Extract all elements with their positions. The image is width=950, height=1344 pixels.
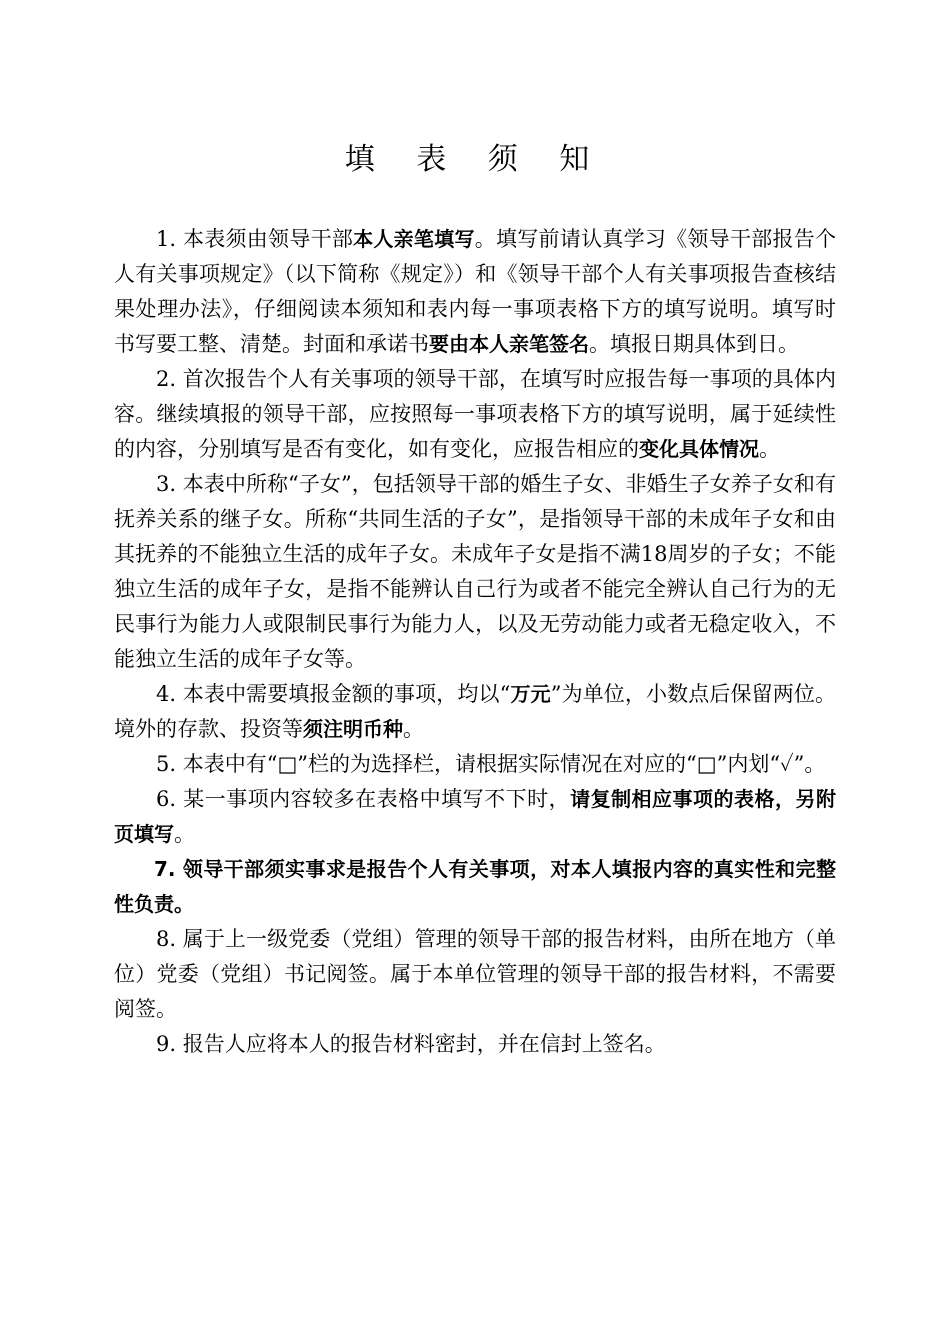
instruction-text: 。 <box>403 717 424 741</box>
instruction-text: 8. 属于上一级党委（党组）管理的领导干部的报告材料，由所在地方（单位）党委（党组）书记阅签。属于本单位管理的领导干部的报告材料，不需要阅签。 <box>114 927 836 1021</box>
instruction-text: 。 <box>174 822 195 846</box>
instruction-item-5 <box>114 747 836 782</box>
instruction-item-1 <box>114 222 836 362</box>
instruction-item-9 <box>114 1027 836 1062</box>
instruction-text: 4. 本表中需要填报金额的事项，均以“ <box>156 682 511 706</box>
instruction-item-2 <box>114 362 836 467</box>
instruction-item-7 <box>114 852 836 922</box>
instruction-text: 。 <box>759 437 780 461</box>
instruction-item-3 <box>114 467 836 677</box>
instruction-text: 。填报日期具体到日。 <box>589 332 799 356</box>
instruction-emphasis: 万元 <box>510 682 551 706</box>
instruction-text: 1. 本表须由领导干部 <box>156 227 354 251</box>
instruction-emphasis: 要由本人亲笔签名 <box>429 332 589 356</box>
instruction-item-8 <box>114 922 836 1027</box>
instruction-emphasis: 变化具体情况 <box>639 437 759 461</box>
instruction-text: 3. 本表中所称“子女”，包括领导干部的婚生子女、非婚生子女养子女和有抚养关系的继子女。所称“共同生活的子女”，是指领导干部的未成年子女和由其抚养的不能独立生活的成年子女。未成年子女是指不满18周岁的子女；不能独立生活的成年子女，是指不能辨认自己行为或者不能完全辨认自己行为的无民事行为能力人或限制民事行为能力人，以及无劳动能力或者无稳定收入，不能独立生活的成年子女等。 <box>114 472 836 671</box>
page-title: 填 表 须 知 <box>344 142 606 177</box>
instruction-text: ”为单位，小数点后保留两位。境外的存款、投资等 <box>114 682 836 741</box>
instruction-emphasis: 请复制相应事项的表格，另附页填写 <box>114 787 836 846</box>
instructions-body <box>114 222 836 1062</box>
instruction-text: 2. 首次报告个人有关事项的领导干部，在填写时应报告每一事项的具体内容。继续填报的领导干部，应按照每一事项表格下方的填写说明，属于延续性的内容，分别填写是否有变化，如有变化，应报告相应的 <box>114 367 836 461</box>
instruction-item-6 <box>114 782 836 852</box>
instruction-emphasis: 本人亲笔填写 <box>353 227 475 251</box>
instruction-emphasis: 须注明币种 <box>303 717 403 741</box>
instruction-text: 7. 领导干部须实事求是报告个人有关事项，对本人填报内容的真实性和完整性负责。 <box>114 857 836 916</box>
instruction-text: 9. 报告人应将本人的报告材料密封，并在信封上签名。 <box>156 1032 666 1056</box>
instruction-item-4 <box>114 677 836 747</box>
instruction-text: 。填写前请认真学习《领导干部报告个人有关事项规定》（以下简称《规定》）和《领导干部个人有关事项报告查核结果处理办法》，仔细阅读本须知和表内每一事项表格下方的填写说明。填写时书写要工整、清楚。封面和承诺书 <box>114 227 837 356</box>
instruction-text: 6. 某一事项内容较多在表格中填写不下时， <box>156 787 571 811</box>
instruction-text: 5. 本表中有“□”栏的为选择栏，请根据实际情况在对应的“□”内划“✓”。 <box>156 752 826 776</box>
